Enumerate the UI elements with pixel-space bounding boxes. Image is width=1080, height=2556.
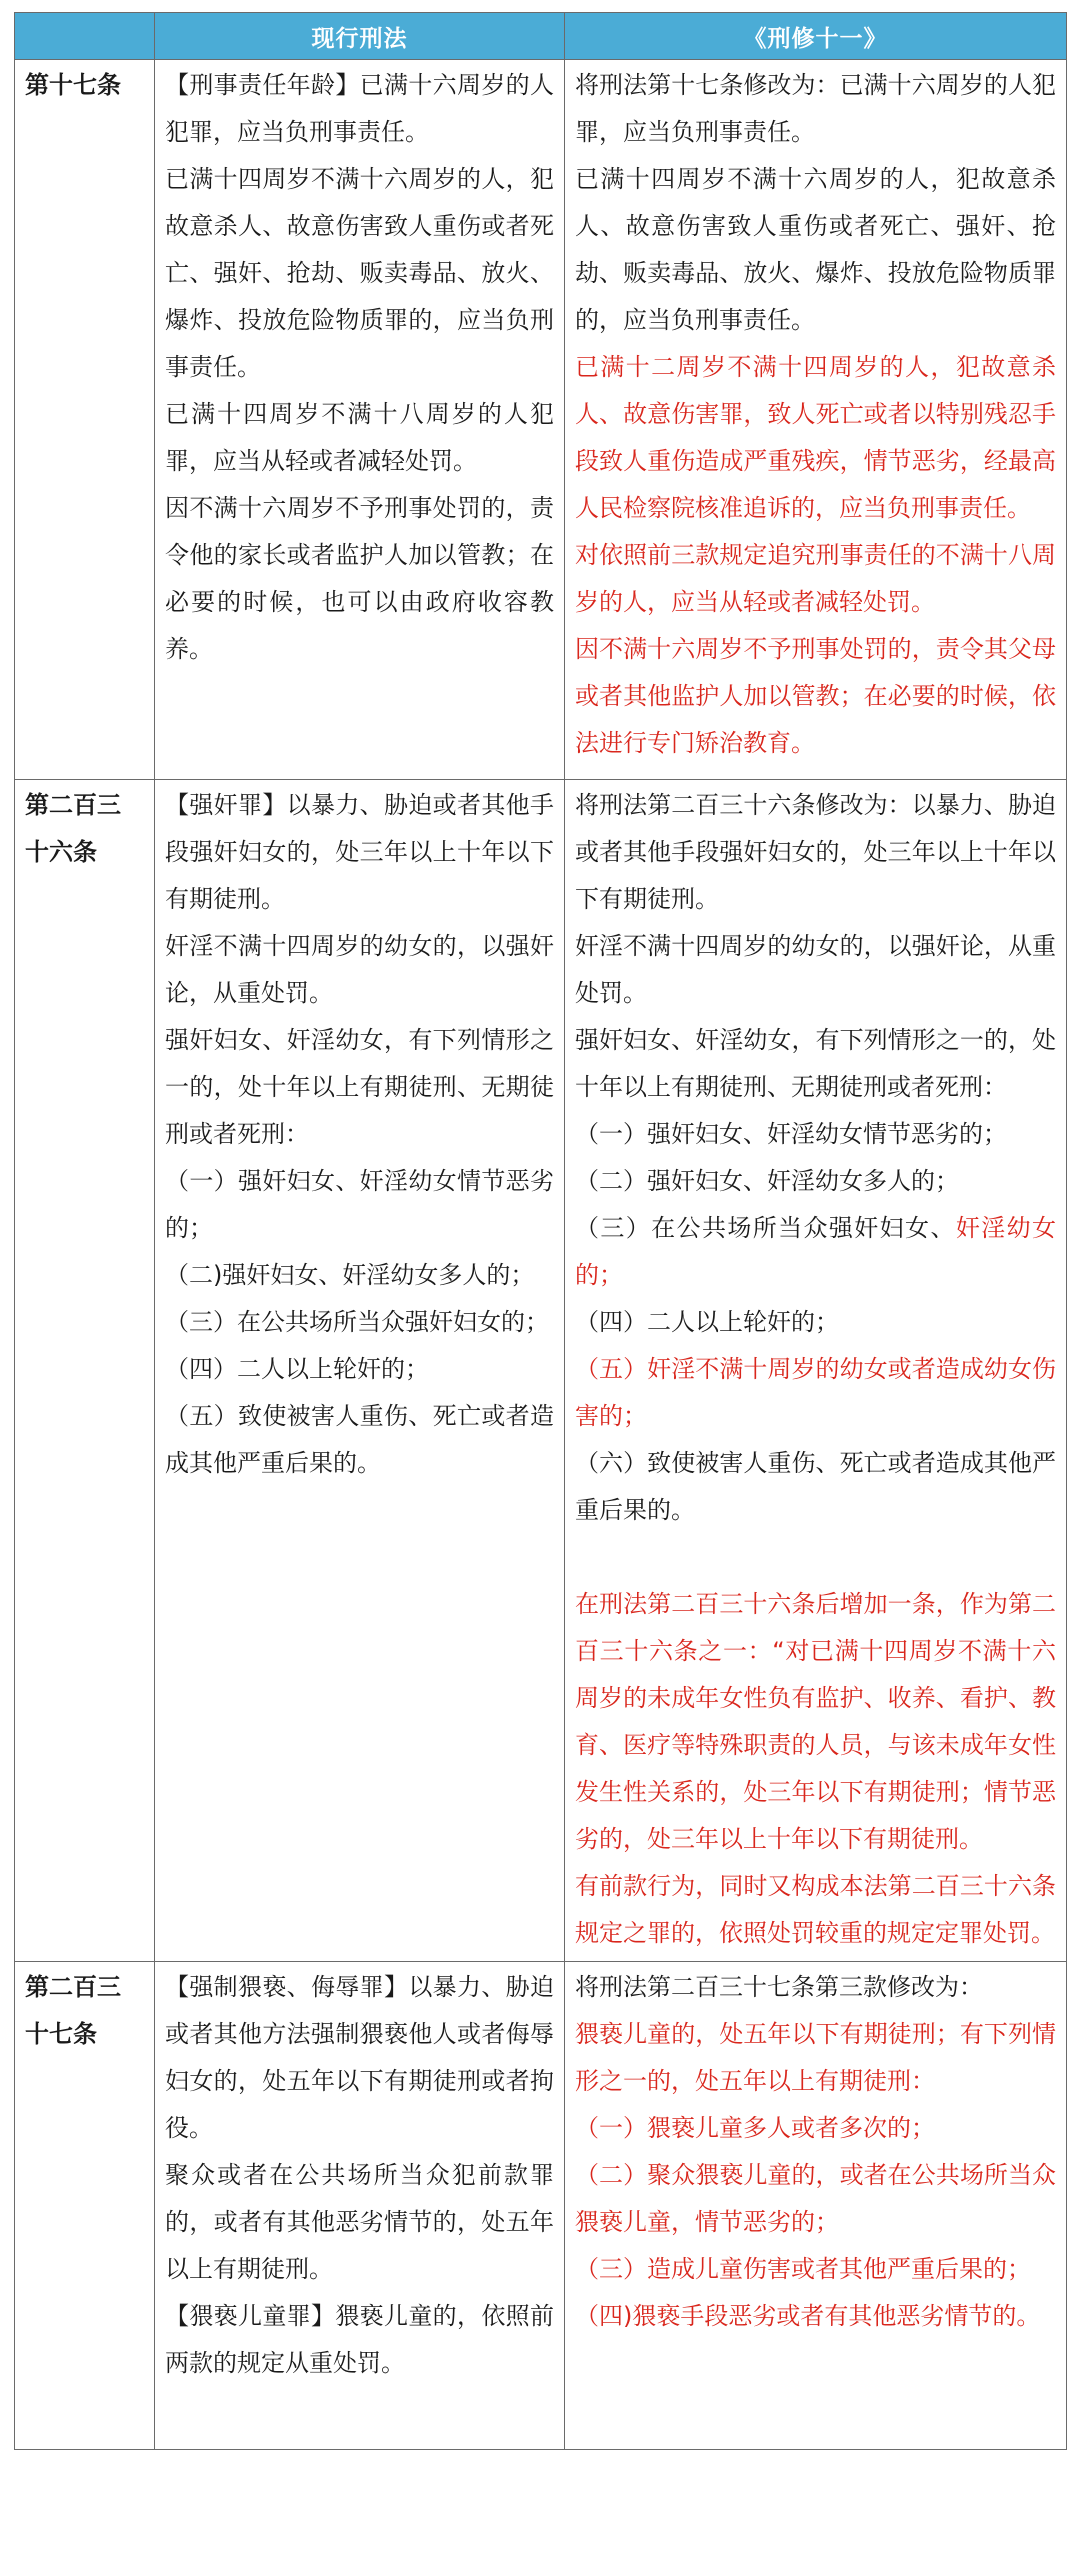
amended-text-fragment: 奸淫幼女的； bbox=[575, 1214, 1057, 1289]
current-law-paragraph: （五）致使被害人重伤、死亡或者造成其他严重后果的。 bbox=[165, 1402, 554, 1477]
amendment-paragraph: 将刑法第二百三十六条修改为：以暴力、胁迫或者其他手段强奸妇女的，处三年以上十年以下有期徒刑。 bbox=[575, 791, 1056, 913]
current-law-cell bbox=[155, 1962, 565, 2450]
header-current-law: 现行刑法 bbox=[155, 13, 565, 60]
current-law-paragraph: （三）在公共场所当众强奸妇女的； bbox=[165, 1308, 549, 1336]
amendment-paragraph: 将刑法第十七条修改为：已满十六周岁的人犯罪，应当负刑事责任。 bbox=[575, 71, 1056, 146]
amendment-paragraph: （二）聚众猥亵儿童的，或者在公共场所当众猥亵儿童，情节恶劣的； bbox=[575, 2161, 1056, 2236]
current-law-paragraph: 【猥亵儿童罪】猥亵儿童的，依照前两款的规定从重处罚。 bbox=[165, 2302, 554, 2377]
current-law-paragraph: 已满十四周岁不满十八周岁的人犯罪，应当从轻或者减轻处罚。 bbox=[165, 400, 554, 475]
amendment-paragraph: （一）强奸妇女、奸淫幼女情节恶劣的； bbox=[575, 1120, 1007, 1148]
amendment-paragraph: 有前款行为，同时又构成本法第二百三十六条规定之罪的，依照处罚较重的规定定罪处罚。 bbox=[575, 1872, 1056, 1947]
current-law-paragraph: 奸淫不满十四周岁的幼女的，以强奸论，从重处罚。 bbox=[165, 932, 554, 1007]
current-law-paragraph: 因不满十六周岁不予刑事处罚的，责令他的家长或者监护人加以管教；在必要的时候，也可以由政府收容教养。 bbox=[165, 494, 554, 663]
amendment-paragraph: 猥亵儿童的，处五年以下有期徒刑；有下列情形之一的，处五年以上有期徒刑： bbox=[575, 2020, 1056, 2095]
current-law-paragraph: 【刑事责任年龄】已满十六周岁的人犯罪，应当负刑事责任。 bbox=[165, 71, 554, 146]
current-law-paragraph: 【强制猥亵、侮辱罪】以暴力、胁迫或者其他方法强制猥亵他人或者侮辱妇女的，处五年以下有期徒刑或者拘役。 bbox=[165, 1973, 554, 2142]
table-row bbox=[15, 60, 1067, 780]
amendment-cell bbox=[565, 60, 1067, 780]
amendment-paragraph: 强奸妇女、奸淫幼女，有下列情形之一的，处十年以上有期徒刑、无期徒刑或者死刑： bbox=[575, 1026, 1056, 1101]
article-number: 第二百三 十六条 bbox=[25, 791, 121, 866]
table-body bbox=[15, 60, 1067, 2450]
amendment-paragraph: （四）二人以上轮奸的； bbox=[575, 1308, 839, 1336]
article-number: 第二百三 十七条 bbox=[25, 1973, 121, 2048]
header-blank-cell bbox=[15, 13, 155, 60]
unchanged-text-fragment: （三）在公共场所当众强奸妇女、 bbox=[575, 1214, 956, 1242]
comparison-table bbox=[14, 12, 1067, 2450]
amendment-cell bbox=[565, 1962, 1067, 2450]
current-law-paragraph: 【强奸罪】以暴力、胁迫或者其他手段强奸妇女的，处三年以上十年以下有期徒刑。 bbox=[165, 791, 554, 913]
amendment-paragraph: 将刑法第二百三十七条第三款修改为： bbox=[575, 1973, 983, 2001]
amendment-paragraph: 已满十四周岁不满十六周岁的人，犯故意杀人、故意伤害致人重伤或者死亡、强奸、抢劫、贩卖毒品、放火、爆炸、投放危险物质罪的，应当负刑事责任。 bbox=[575, 165, 1056, 334]
amendment-cell bbox=[565, 780, 1067, 1962]
paragraph-spacer bbox=[575, 1534, 1056, 1581]
amendment-paragraph: 已满十二周岁不满十四周岁的人，犯故意杀人、故意伤害罪，致人死亡或者以特别残忍手段致人重伤造成严重残疾，情节恶劣，经最高人民检察院核准追诉的，应当负刑事责任。 bbox=[575, 353, 1056, 522]
amendment-paragraph: （一）猥亵儿童多人或者多次的； bbox=[575, 2114, 935, 2142]
amendment-paragraph: （二）强奸妇女、奸淫幼女多人的； bbox=[575, 1167, 959, 1195]
amendment-paragraph: （四)猥亵手段恶劣或者有其他恶劣情节的。 bbox=[575, 2302, 1041, 2330]
amendment-paragraph: （六）致使被害人重伤、死亡或者造成其他严重后果的。 bbox=[575, 1449, 1056, 1524]
current-law-paragraph: （一）强奸妇女、奸淫幼女情节恶劣的； bbox=[165, 1167, 554, 1242]
amendment-paragraph: 对依照前三款规定追究刑事责任的不满十八周岁的人，应当从轻或者减轻处罚。 bbox=[575, 541, 1056, 616]
current-law-cell bbox=[155, 780, 565, 1962]
amendment-paragraph bbox=[575, 1205, 1056, 1299]
table-header-row bbox=[15, 13, 1067, 60]
article-number: 第十七条 bbox=[25, 71, 121, 99]
current-law-paragraph: （二)强奸妇女、奸淫幼女多人的； bbox=[165, 1261, 535, 1289]
article-number-cell bbox=[15, 60, 155, 780]
table-row bbox=[15, 1962, 1067, 2450]
current-law-cell bbox=[155, 60, 565, 780]
table-row bbox=[15, 780, 1067, 1962]
current-law-paragraph: 聚众或者在公共场所当众犯前款罪的，或者有其他恶劣情节的，处五年以上有期徒刑。 bbox=[165, 2161, 554, 2283]
amendment-paragraph: 奸淫不满十四周岁的幼女的，以强奸论，从重处罚。 bbox=[575, 932, 1056, 1007]
article-number-cell bbox=[15, 780, 155, 1962]
article-number-cell bbox=[15, 1962, 155, 2450]
amendment-paragraph: 因不满十六周岁不予刑事处罚的，责令其父母或者其他监护人加以管教；在必要的时候，依法进行专门矫治教育。 bbox=[575, 635, 1056, 757]
amendment-paragraph: 在刑法第二百三十六条后增加一条，作为第二百三十六条之一：“对已满十四周岁不满十六周岁的未成年女性负有监护、收养、看护、教育、医疗等特殊职责的人员，与该未成年女性发生性关系的，处三年以下有期徒刑；情节恶劣的，处三年以上十年以下有期徒刑。 bbox=[575, 1590, 1056, 1853]
current-law-paragraph: 强奸妇女、奸淫幼女，有下列情形之一的，处十年以上有期徒刑、无期徒刑或者死刑： bbox=[165, 1026, 554, 1148]
amendment-paragraph: （五）奸淫不满十周岁的幼女或者造成幼女伤害的； bbox=[575, 1355, 1056, 1430]
header-amendment: 《刑修十一》 bbox=[565, 13, 1067, 60]
current-law-paragraph: 已满十四周岁不满十六周岁的人，犯故意杀人、故意伤害致人重伤或者死亡、强奸、抢劫、贩卖毒品、放火、爆炸、投放危险物质罪的，应当负刑事责任。 bbox=[165, 165, 554, 381]
amendment-paragraph: （三）造成儿童伤害或者其他严重后果的； bbox=[575, 2255, 1031, 2283]
current-law-paragraph: （四）二人以上轮奸的； bbox=[165, 1355, 429, 1383]
